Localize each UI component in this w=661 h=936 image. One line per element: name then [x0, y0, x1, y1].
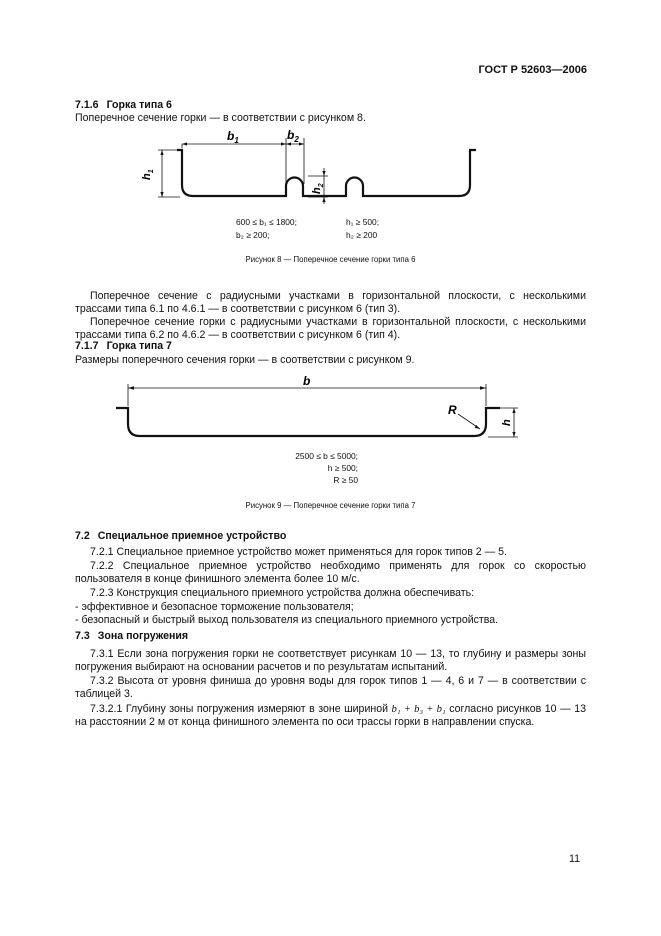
figure-8-drawing: [140, 128, 500, 206]
label-b2: $b_2$: [287, 128, 299, 144]
figure-8-condition-b2: b₂ ≥ 200;: [236, 230, 270, 240]
label-b: b: [303, 374, 311, 388]
list-item-exit: - безопасный и быстрый выход пользователя из специального приемного устройства.: [75, 614, 499, 626]
figure-9-condition-R: R ≥ 50: [333, 475, 358, 485]
text-part-b: согласно рисунков 10 — 13 на расстоянии 2 м от конца финишного элемента по оси трассы горки в направлении спуска.: [75, 703, 586, 729]
figure-9-drawing: [110, 372, 530, 444]
paragraph-type-3: Поперечное сечение с радиусными участками в горизонтальной плоскости, с несколькими трассами типа 6.1 по 4.6.1 — в соответствии с рисунком 6 (тип 3).: [75, 290, 586, 316]
label-h: h: [501, 419, 513, 426]
section-title: Зона погружения: [97, 630, 189, 642]
section-number: 7.1.6: [75, 99, 99, 111]
text-part-a: 7.3.2.1 Глубину зоны погружения измеряют в зоне шириной: [90, 703, 389, 715]
section-7-1-6-heading: [75, 99, 172, 112]
figure-9-caption: Рисунок 9 — Поперечное сечение горки типа 7: [245, 501, 416, 510]
section-7-1-6-intro: Поперечное сечение горки — в соответствии с рисунком 8.: [75, 112, 366, 124]
label-h2: $h_2$: [311, 183, 325, 194]
section-number: 7.2: [75, 530, 90, 542]
paragraph-7-2-3: 7.2.3 Конструкция специального приемного устройства должна обеспечивать:: [90, 587, 475, 599]
section-7-1-7-heading: [75, 340, 172, 353]
paragraph-type-4: Поперечное сечение горки с радиусными участками в горизонтальной плоскости, с несколькими трассами типа 6.2 по 4.6.2 — в соответствии с рисунком 6 (тип 4).: [75, 316, 586, 342]
paragraph-7-2-2: 7.2.2 Специальное приемное устройство необходимо применять для горок со скоростью пользователя в конце финишного элемента более 10 м/с.: [75, 560, 586, 586]
section-number: 7.3: [75, 630, 90, 642]
section-7-2-heading: [75, 530, 286, 543]
paragraph-7-3-1: 7.3.1 Если зона погружения горки не соответствует рисункам 10 — 13, то глубину и размеры зоны погружения выбирают на основании расчетов и по результатам испытаний.: [75, 648, 586, 674]
figure-8-condition-h1: h₁ ≥ 500;: [346, 217, 380, 227]
section-title: Горка типа 6: [106, 99, 172, 111]
section-7-3-heading: [75, 630, 188, 643]
figure-8-condition-b1: 600 ≤ b₁ ≤ 1800;: [236, 217, 297, 227]
page-number: 11: [569, 853, 580, 865]
label-h1: $h_1$: [141, 169, 155, 180]
document-header: ГОСТ Р 52603—2006: [478, 64, 587, 76]
inline-formula: b₁ + b₃ + b₁: [391, 704, 446, 715]
figure-8-caption: Рисунок 8 — Поперечное сечение горки типа 6: [245, 255, 416, 264]
section-title: Горка типа 7: [106, 340, 172, 352]
section-title: Специальное приемное устройство: [97, 530, 287, 542]
paragraph-7-2-1: 7.2.1 Специальное приемное устройство может применяться для горок типов 2 — 5.: [90, 546, 507, 558]
figure-9-condition-h: h ≥ 500;: [327, 463, 358, 473]
section-number: 7.1.7: [75, 340, 99, 352]
section-7-1-7-intro: Размеры поперечного сечения горки — в соответствии с рисунком 9.: [75, 354, 415, 366]
figure-8-condition-h2: h₂ ≥ 200: [346, 230, 378, 240]
figure-9-conditions: [270, 450, 358, 486]
paragraph-7-3-2-1: [75, 703, 586, 730]
figure-9-condition-b: 2500 ≤ b ≤ 5000;: [295, 451, 358, 461]
list-item-braking: - эффективное и безопасное торможение пользователя;: [75, 601, 354, 613]
paragraph-7-3-2: 7.3.2 Высота от уровня финиша до уровня воды для горок типов 1 — 4, 6 и 7 — в соответствии с таблицей 3.: [75, 675, 586, 701]
label-b1: $b_1$: [227, 129, 239, 145]
label-R: R: [448, 403, 457, 417]
